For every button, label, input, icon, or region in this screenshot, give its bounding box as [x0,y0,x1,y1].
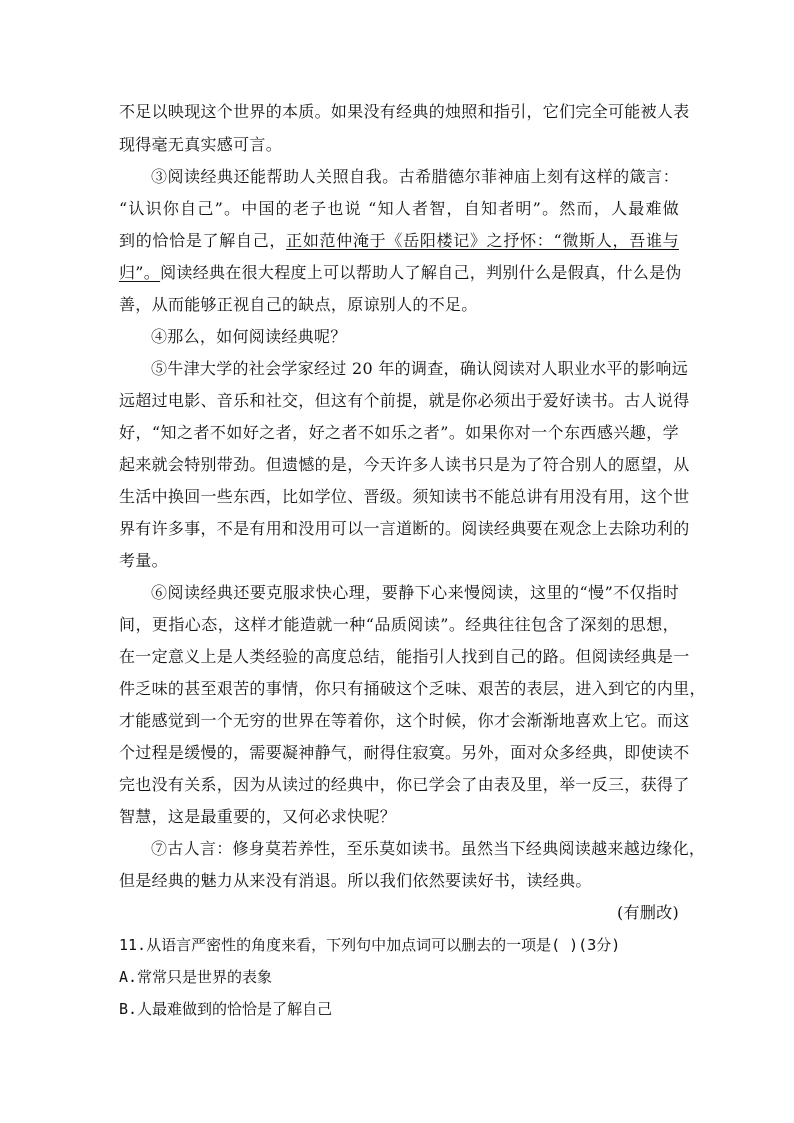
paragraph-6-line-4: 件乏味的甚至艰苦的事情，你只有捅破这个乏味、艰苦的表层，进入到它的内里， [119,679,706,698]
paragraph-3-line-3-text: 到的恰恰是了解自己， [119,231,287,250]
paragraph-6-line-2: 间，更指心态，这样才能造就一种“品质阅读”。经典往往包含了深刻的思想， [119,615,679,634]
paragraph-3-line-5: 善，从而能够正视自己的缺点，原谅别人的不足。 [119,295,478,314]
paragraph-5-line-3: 好，“知之者不如好之者，好之者不如乐之者”。如果你对一个东西感兴趣，学 [119,423,679,442]
question-11-stem: 11.从语言严密性的角度来看，下列句中加点词可以删去的一项是( )(3分) [119,936,621,954]
paragraph-4-line-1: ④那么，如何阅读经典呢？ [151,327,347,346]
paragraph-6-line-8: 智慧，这是最重要的，又何必求快呢？ [119,807,397,826]
paragraph-6-line-6: 个过程是缓慢的，需要凝神静气，耐得住寂寞。另外，面对众多经典，即使读不 [119,743,690,762]
paragraph-3-line-4 [119,257,682,289]
paragraph-3-line-4-text: 阅读经典在很大程度上可以帮助人了解自己，判别什么是假真，什么是伪 [160,263,682,282]
paragraph-2-line-2: 现得毫无真实感可言。 [119,135,283,154]
source-note: (有删改) [617,903,679,922]
paragraph-5-line-2: 远超过电影、音乐和社交，但这有个前提，就是你必须出于爱好读书。古人说得 [119,391,690,410]
paragraph-5-line-6: 界有许多事，不是有用和没用可以一言道断的。阅读经典要在观念上去除功利的 [119,519,690,538]
paragraph-7-line-1: ⑦古人言：修身莫若养性，至乐莫如读书。虽然当下经典阅读越来越边缘化， [151,839,706,858]
paragraph-7-line-2: 但是经典的魅力从来没有消退。所以我们依然要读好书，读经典。 [119,871,592,890]
paragraph-5-line-7: 考量。 [119,551,168,570]
paragraph-6-line-1: ⑥阅读经典还要克服求快心理，要静下心来慢阅读，这里的“慢”不仅指时 [151,583,679,602]
paragraph-6-line-7: 完也没有关系，因为从读过的经典中，你已学会了由表及里，举一反三，获得了 [119,775,690,794]
paragraph-3-line-1: ③阅读经典还能帮助人关照自我。古希腊德尔菲神庙上刻有这样的箴言： [151,167,679,186]
paragraph-3-line-3 [119,225,679,257]
underlined-quote-part-1: 正如范仲淹于《岳阳楼记》之抒怀：“微斯人，吾谁与 [286,231,679,250]
paragraph-6-line-3: 在一定意义上是人类经验的高度总结，能指引人找到自己的路。但阅读经典是一 [119,647,690,666]
underlined-quote-part-2: 归”。 [119,263,161,282]
paragraph-2-line-1: 不足以映现这个世界的本质。如果没有经典的烛照和指引，它们完全可能被人表 [119,102,690,121]
paragraph-5-line-5: 生活中换回一些东西，比如学位、晋级。须知读书不能总讲有用没有用，这个世 [119,487,690,506]
paragraph-5-line-1: ⑤牛津大学的社会学家经过 20 年的调查，确认阅读对人职业水平的影响远 [151,359,689,378]
paragraph-3-line-2: “认识你自己”。中国的老子也说 “知人者智，自知者明”。然而，人最难做 [119,199,679,218]
paragraph-6-line-5: 才能感觉到一个无穷的世界在等着你，这个时候，你才会渐渐地喜欢上它。而这 [119,711,690,730]
question-11-option-a: A.常常只是世界的表象 [119,968,273,986]
paragraph-5-line-4: 起来就会特别带劲。但遗憾的是，今天许多人读书只是为了符合别人的愿望，从 [119,455,690,474]
question-11-option-b: B.人最难做到的恰恰是了解自己 [119,1000,333,1018]
